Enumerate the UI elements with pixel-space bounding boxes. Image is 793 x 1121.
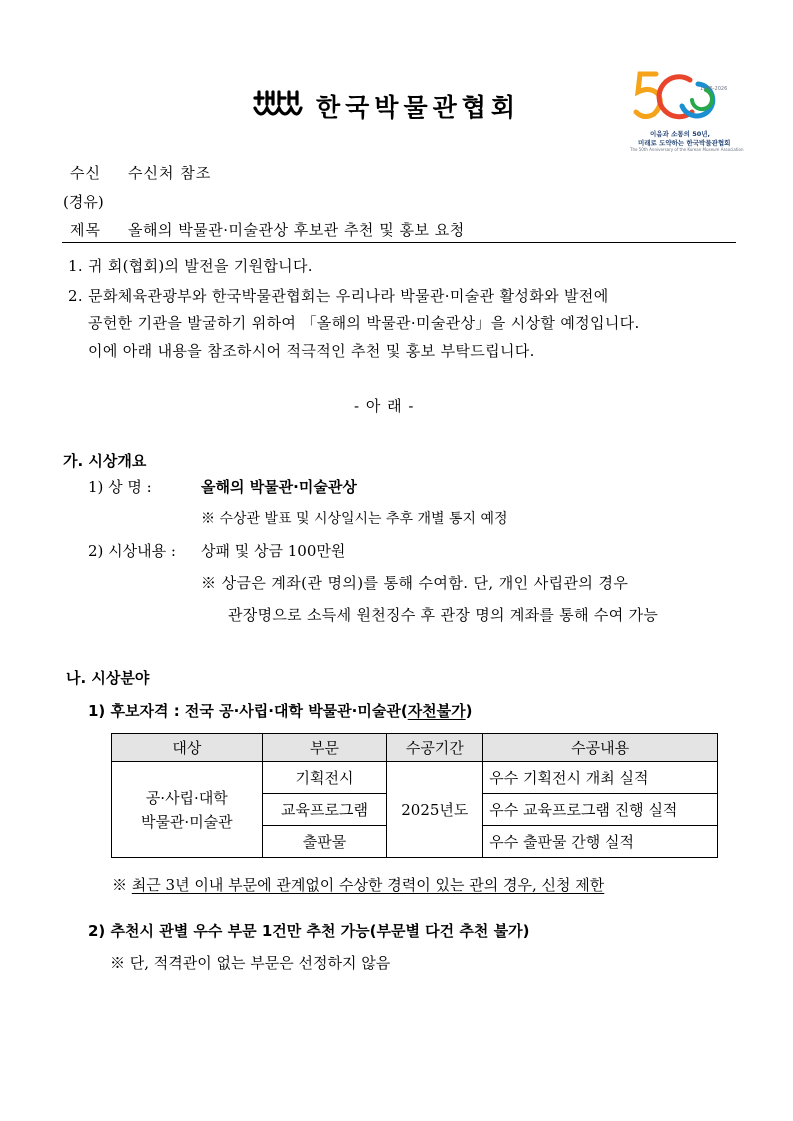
target-line1: 공·사립·대학	[145, 788, 228, 807]
subject-value: 올해의 박물관·미술관상 후보관 추천 및 홍보 요청	[128, 221, 465, 239]
prize-note-line1: ※ 상금은 계좌(관 명의)를 통해 수여함. 단, 개인 사립관의 경우	[201, 574, 629, 592]
paragraph-2-line1: 2. 문화체육관광부와 한국박물관협회는 우리나라 박물관·미술관 활성화와 발전에	[68, 287, 609, 305]
table-header-row	[112, 734, 718, 762]
content-cell: 우수 출판물 간행 실적	[483, 826, 718, 858]
award-name-value: 올해의 박물관·미술관상	[201, 478, 357, 496]
via-label: (경유)	[63, 193, 104, 211]
period-cell: 2025년도	[387, 762, 483, 858]
award-content-value: 상패 및 상금 100만원	[201, 542, 346, 560]
content-cell: 우수 교육프로그램 진행 실적	[483, 794, 718, 826]
prize-note-line2: 관장명으로 소득세 원천징수 후 관장 명의 계좌를 통해 수여 가능	[228, 606, 659, 624]
anniversary-line2: 미래로 도약하는 한국박물관협회	[638, 139, 731, 147]
recipient-value: 수신처 참조	[128, 164, 212, 182]
anniversary-line1: 이음과 소통의 50년,	[650, 130, 710, 138]
subject-label: 제목	[70, 221, 101, 239]
award-name-note: ※ 수상관 발표 및 시상일시는 추후 개별 통지 예정	[201, 511, 508, 527]
content-cell: 우수 기획전시 개최 실적	[483, 762, 718, 794]
note-mark: ※	[112, 876, 128, 894]
restriction-note	[112, 874, 604, 895]
below-heading: - 아 래 -	[354, 397, 415, 415]
recommendation-note: ※ 단, 적격관이 없는 부문은 선정하지 않음	[110, 954, 391, 972]
paragraph-2-line2: 공헌한 기관을 발굴하기 위하여 「올해의 박물관·미술관상」을 시상할 예정입니다.	[88, 314, 640, 332]
anniversary-emblem	[630, 66, 744, 152]
kma-logo-icon	[253, 88, 303, 122]
paragraph-1: 1. 귀 회(협회)의 발전을 기원합니다.	[68, 257, 313, 275]
table-header-cell: 수공내용	[483, 734, 718, 762]
anniversary-years: 1976-2026	[700, 86, 728, 92]
anniversary-line3: The 50th Anniversary of the Korean Museum Association	[630, 147, 744, 152]
target-cell	[112, 762, 263, 858]
award-category-table	[111, 733, 718, 858]
eligibility-prefix: 1) 후보자격 : 전국 공·사립·대학 박물관·미술관(	[88, 702, 408, 720]
restriction-note-text: 최근 3년 이내 부문에 관계없이 수상한 경력이 있는 관의 경우, 신청 제한	[131, 876, 605, 894]
anniversary-50-icon	[630, 66, 730, 128]
section-a-title: 가. 시상개요	[63, 452, 147, 470]
recipient-label: 수신	[70, 164, 101, 182]
eligibility-title	[88, 700, 473, 721]
award-content-label: 2) 시상내용 :	[88, 542, 176, 560]
category-cell: 출판물	[262, 826, 387, 858]
category-cell: 교육프로그램	[262, 794, 387, 826]
eligibility-suffix: )	[465, 702, 473, 720]
table-row	[112, 762, 718, 794]
eligibility-underlined: 자천불가	[407, 702, 466, 720]
category-cell: 기획전시	[262, 762, 387, 794]
table-header-cell: 부문	[262, 734, 387, 762]
section-b-title: 나. 시상분야	[66, 669, 150, 687]
header-divider	[62, 242, 736, 243]
table-header-cell: 대상	[112, 734, 263, 762]
table-header-cell: 수공기간	[387, 734, 483, 762]
target-line2: 박물관·미술관	[140, 812, 233, 831]
award-name-label: 1) 상 명 :	[88, 478, 152, 496]
org-title: 한국박물관협회	[316, 93, 521, 122]
recommendation-rule: 2) 추천시 관별 우수 부문 1건만 추천 가능(부문별 다건 추천 불가)	[88, 922, 530, 940]
paragraph-2-line3: 이에 아래 내용을 참조하시어 적극적인 추천 및 홍보 부탁드립니다.	[88, 342, 535, 360]
